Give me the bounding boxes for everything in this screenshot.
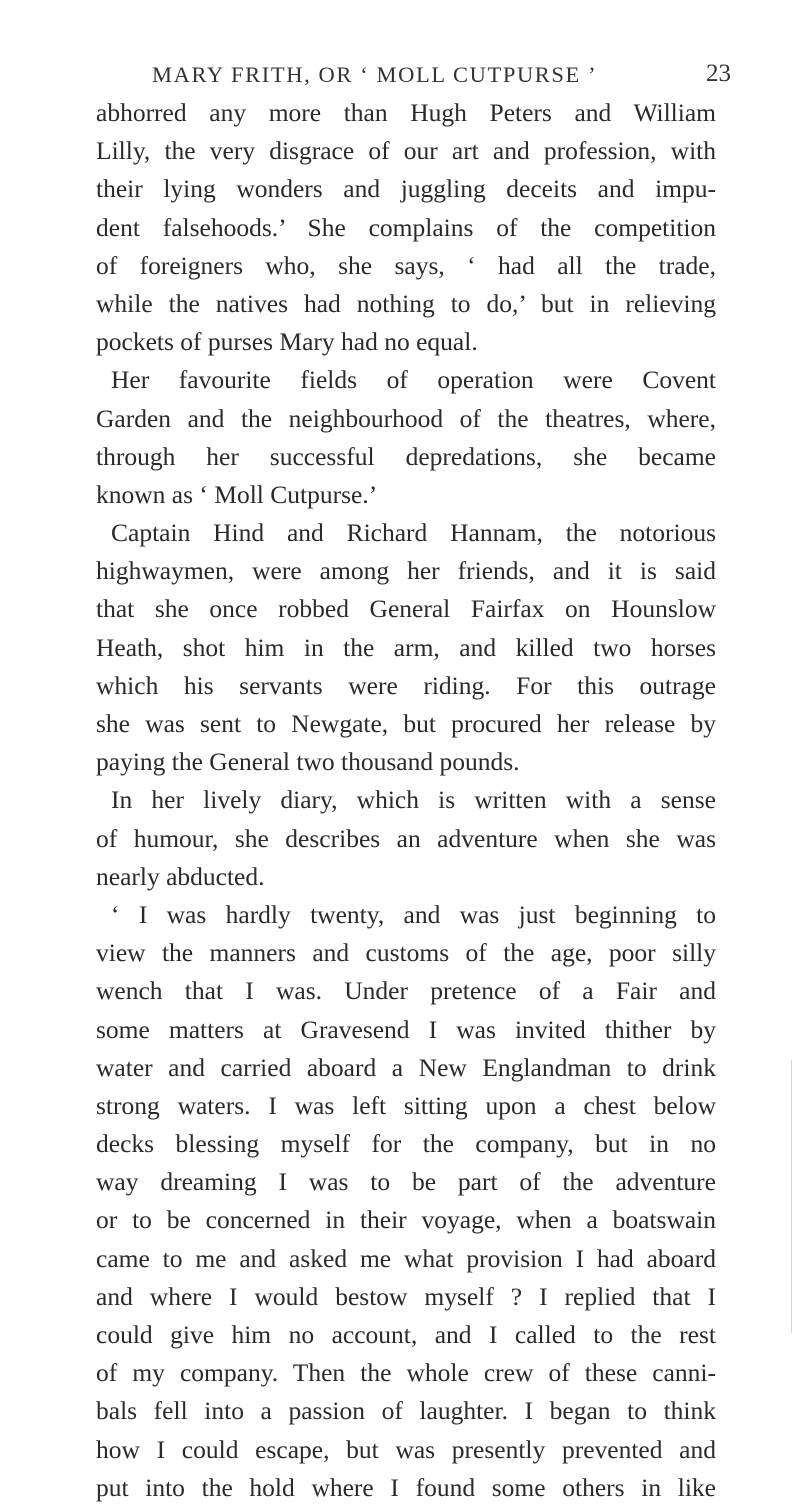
text-line: put into the hold where I found some others in like [96,1472,716,1502]
text-line: came to me and asked me what provision I had aboard [96,1243,716,1273]
text-line: nearly abducted. [96,861,265,891]
page-edge-line [791,1060,792,1333]
running-title: MARY FRITH, OR ‘ MOLL CUTPURSE ’ [152,62,598,87]
text-line: Her favourite fields of operation were Covent [111,365,716,395]
text-line: could give him no account, and I called to the rest [96,1320,716,1349]
text-line: wench that I was. Under pretence of a Fair and [96,976,716,1006]
text-line: of my company. Then the whole crew of these canni- [96,1358,716,1388]
text-line: that she once robbed General Fairfax on Hounslow [96,594,716,624]
text-line: and where I would bestow myself ? I replied that I [96,1281,716,1311]
text-line: Heath, shot him in the arm, and killed two horses [96,632,716,662]
text-line: paying the General two thousand pounds. [96,747,520,777]
text-line: Lilly, the very disgrace of our art and profession, with [96,136,716,166]
text-line: strong waters. I was left sitting upon a chest below [96,1090,716,1120]
text-line: through her successful depredations, she became [96,441,716,471]
text-line: their lying wonders and juggling deceits and impu- [96,174,716,204]
text-line: bals fell into a passion of laughter. I began to think [96,1396,716,1426]
text-line: highwaymen, were among her friends, and it is said [96,556,716,586]
text-line: which his servants were riding. For this outrage [96,670,716,700]
text-line: of foreigners who, she says, ‘ had all the trade, [96,250,716,280]
text-line: view the manners and customs of the age, poor silly [96,938,716,968]
text-line: way dreaming I was to be part of the adventure [96,1167,716,1197]
body-text [96,94,716,1507]
text-line: some matters at Gravesend I was invited thither by [96,1014,716,1044]
text-line: of humour, she describes an adventure when she was [96,823,716,853]
text-line: dent falsehoods.’ She complains of the competition [96,212,716,242]
text-line: In her lively diary, which is written with a sense [111,785,716,815]
text-line: known as ‘ Moll Cutpurse.’ [96,479,378,509]
text-line: Captain Hind and Richard Hannam, the notorious [111,518,716,548]
text-line: pockets of purses Mary had no equal. [96,327,478,357]
text-line: ‘ I was hardly twenty, and was just beginning to [111,899,716,929]
text-line: she was sent to Newgate, but procured her release by [96,709,716,738]
text-line: decks blessing myself for the company, but in no [96,1129,716,1159]
text-line: Garden and the neighbourhood of the theatres, where, [96,403,716,433]
text-line: how I could escape, but was presently prevented and [96,1434,716,1464]
text-line: abhorred any more than Hugh Peters and William [96,98,716,127]
running-head [0,58,801,94]
text-line: water and carried aboard a New Englandman to drink [96,1052,716,1082]
text-line: while the natives had nothing to do,’ but in relieving [96,288,716,318]
text-line: or to be concerned in their voyage, when a boatswain [96,1205,716,1235]
page-number: 23 [706,60,731,87]
